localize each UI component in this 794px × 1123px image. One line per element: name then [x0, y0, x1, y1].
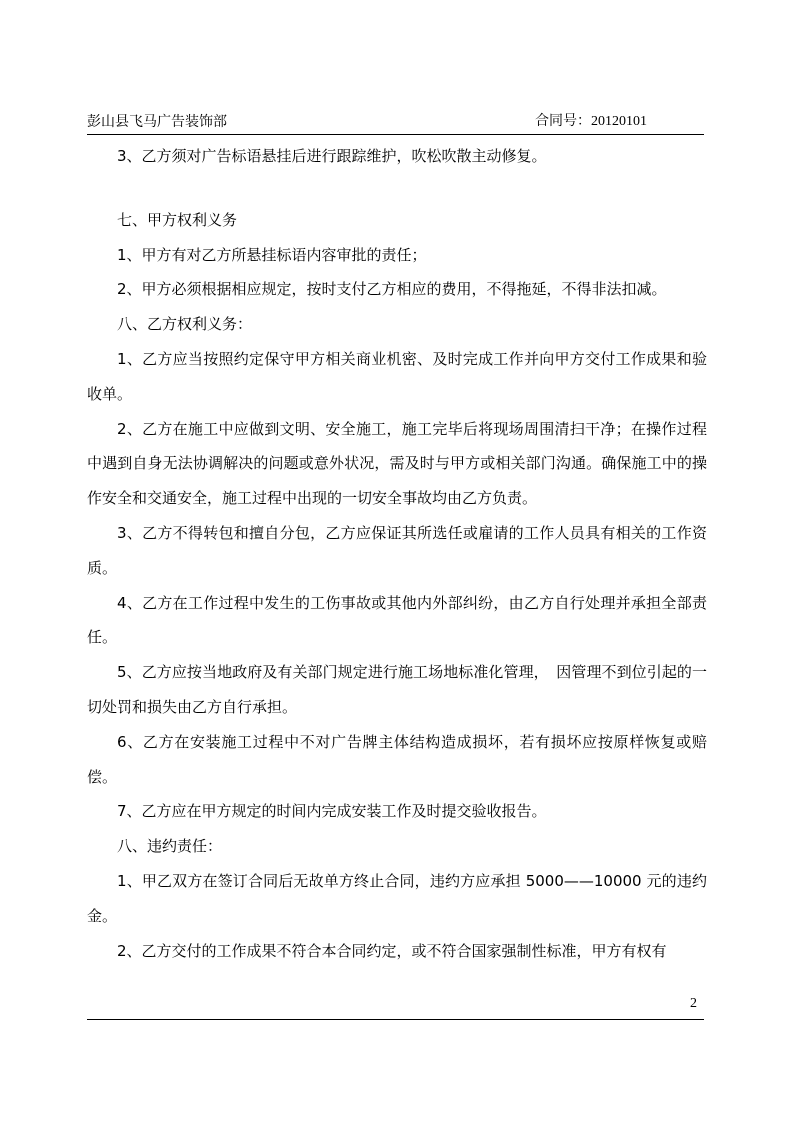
- section-heading-party-a-rights: 七、甲方权利义务: [117, 210, 238, 229]
- page-number: 2: [690, 996, 697, 1011]
- paragraph-3-maintenance: 3、乙方须对广告标语悬挂后进行跟踪维护，吹松吹散主动修复。: [117, 147, 547, 165]
- paragraph-a-2: 2、甲方必须根据相应规定，按时支付乙方相应的费用，不得拖延，不得非法扣减。: [117, 280, 667, 299]
- paragraph-b-7: 7、乙方应在甲方规定的时间内完成安装工作及时提交验收报告。: [117, 802, 547, 821]
- paragraph-b-1: 1、乙方应当按照约定保守甲方相关商业机密、及时完成工作并向甲方交付工作成果和验收单。: [87, 349, 707, 403]
- section-heading-breach: 八、违约责任：: [117, 837, 223, 856]
- document-body: [87, 139, 707, 968]
- company-name: 彭山县飞马广告装饰部: [87, 114, 227, 130]
- paragraph-a-1: 1、甲方有对乙方所悬挂标语内容审批的责任；: [117, 245, 427, 264]
- paragraph-b-6: 6、乙方在安装施工过程中不对广告牌主体结构造成损坏，若有损坏应按原样恢复或赔偿。: [87, 732, 707, 786]
- section-heading-party-b-rights: 八、乙方权利义务：: [117, 315, 253, 334]
- page-header: [87, 110, 704, 135]
- paragraph-b-5: 5、乙方应按当地政府及有关部门规定进行施工场地标准化管理， 因管理不到位引起的一切处罚和损失由乙方自行承担。: [87, 663, 707, 716]
- paragraph-breach-2: 2、乙方交付的工作成果不符合本合同约定，或不符合国家强制性标准，甲方有权有: [117, 941, 667, 960]
- paragraph-b-4: 4、乙方在工作过程中发生的工伤事故或其他内外部纠纷，由乙方自行处理并承担全部责任。: [87, 593, 707, 647]
- contract-number: [535, 112, 647, 131]
- paragraph-breach-1: 1、甲乙双方在签订合同后无故单方终止合同，违约方应承担 5000——10000 元的违约金。: [87, 871, 707, 925]
- contract-label: 合同号：: [535, 113, 591, 129]
- paragraph-b-2: 2、乙方在施工中应做到文明、安全施工，施工完毕后将现场周围清扫干净；在操作过程中遇到自身无法协调解决的问题或意外状况，需及时与甲方或相关部门沟通。确保施工中的操作安全和交通安全，施工过程中出现的一切安全事故均由乙方负责。: [87, 419, 707, 508]
- section-gap: [87, 174, 707, 203]
- paragraph-b-3: 3、乙方不得转包和擅自分包，乙方应保证其所选任或雇请的工作人员具有相关的工作资质。: [87, 523, 707, 577]
- footer-rule: [87, 1019, 704, 1020]
- contract-number-value: 20120101: [591, 114, 647, 129]
